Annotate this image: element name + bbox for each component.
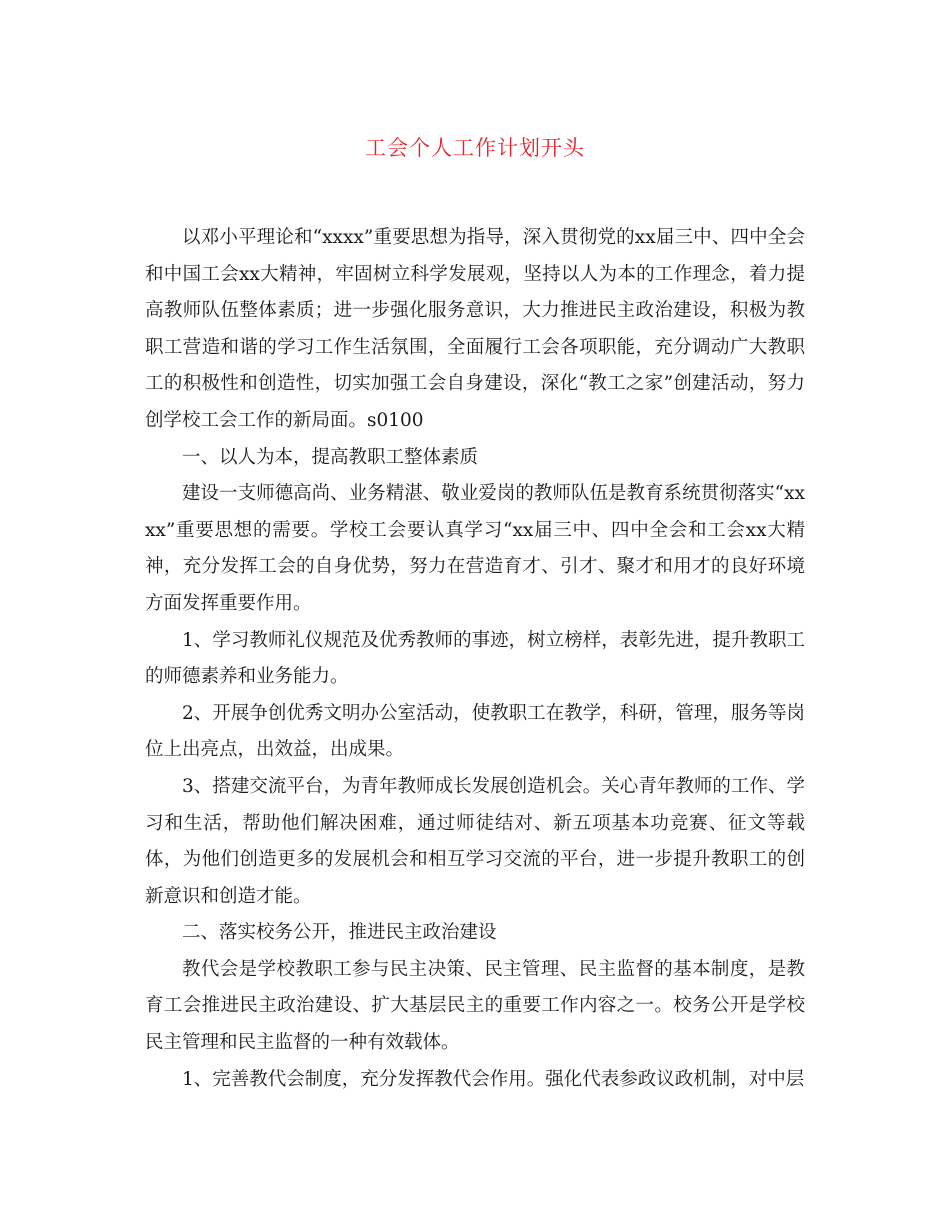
section-1-item-3: 3、搭建交流平台，为青年教师成长发展创造机会。关心青年教师的工作、学习和生活，帮助他们解决困难，通过师徒结对、新五项基本功竞赛、征文等载体，为他们创造更多的发展机会和相互学习交流的平台，进一步提升教职工的创新意识和创造才能。 xyxy=(145,775,805,907)
section-1-paragraph: 建设一支师德高尚、业务精湛、敬业爱岗的教师队伍是教育系统贯彻落实“xxxx”重要思想的需要。学校工会要认真学习“xx届三中、四中全会和工会xx大精神，充分发挥工会的自身优势，努力在营造育才、引才、聚才和用才的良好环境方面发挥重要作用。 xyxy=(145,483,805,614)
intro-paragraph: 以邓小平理论和“xxxx”重要思想为指导，深入贯彻党的xx届三中、四中全会和中国工会xx大精神，牢固树立科学发展观，坚持以人为本的工作理念，着力提高教师队伍整体素质；进一步强化服务意识，大力推进民主政治建设，积极为教职工营造和谐的学习工作生活氛围，全面履行工会各项职能，充分调动广大教职工的积极性和创造性，切实加强工会自身建设，深化“教工之家”创建活动，努力创学校工会工作的新局面。s0100 xyxy=(145,227,805,431)
section-heading-2: 二、落实校务公开，推进民主政治建设 xyxy=(182,922,497,944)
section-2-item-1: 1、完善教代会制度，充分发挥教代会作用。强化代表参政议政机制，对中层 xyxy=(182,1068,805,1090)
section-1-item-1: 1、学习教师礼仪规范及优秀教师的事迹，树立榜样，表彰先进，提升教职工的师德素养和业务能力。 xyxy=(145,629,805,688)
document-title: 工会个人工作计划开头 xyxy=(365,136,585,160)
document-body xyxy=(145,220,805,1098)
section-1-item-2: 2、开展争创优秀文明办公室活动，使教职工在教学，科研，管理，服务等岗位上出亮点，出效益，出成果。 xyxy=(145,702,805,761)
section-heading-1: 一、以人为本，提高教职工整体素质 xyxy=(182,446,479,468)
section-2-paragraph: 教代会是学校教职工参与民主决策、民主管理、民主监督的基本制度，是教育工会推进民主政治建设、扩大基层民主的重要工作内容之一。校务公开是学校民主管理和民主监督的一种有效载体。 xyxy=(145,958,805,1054)
